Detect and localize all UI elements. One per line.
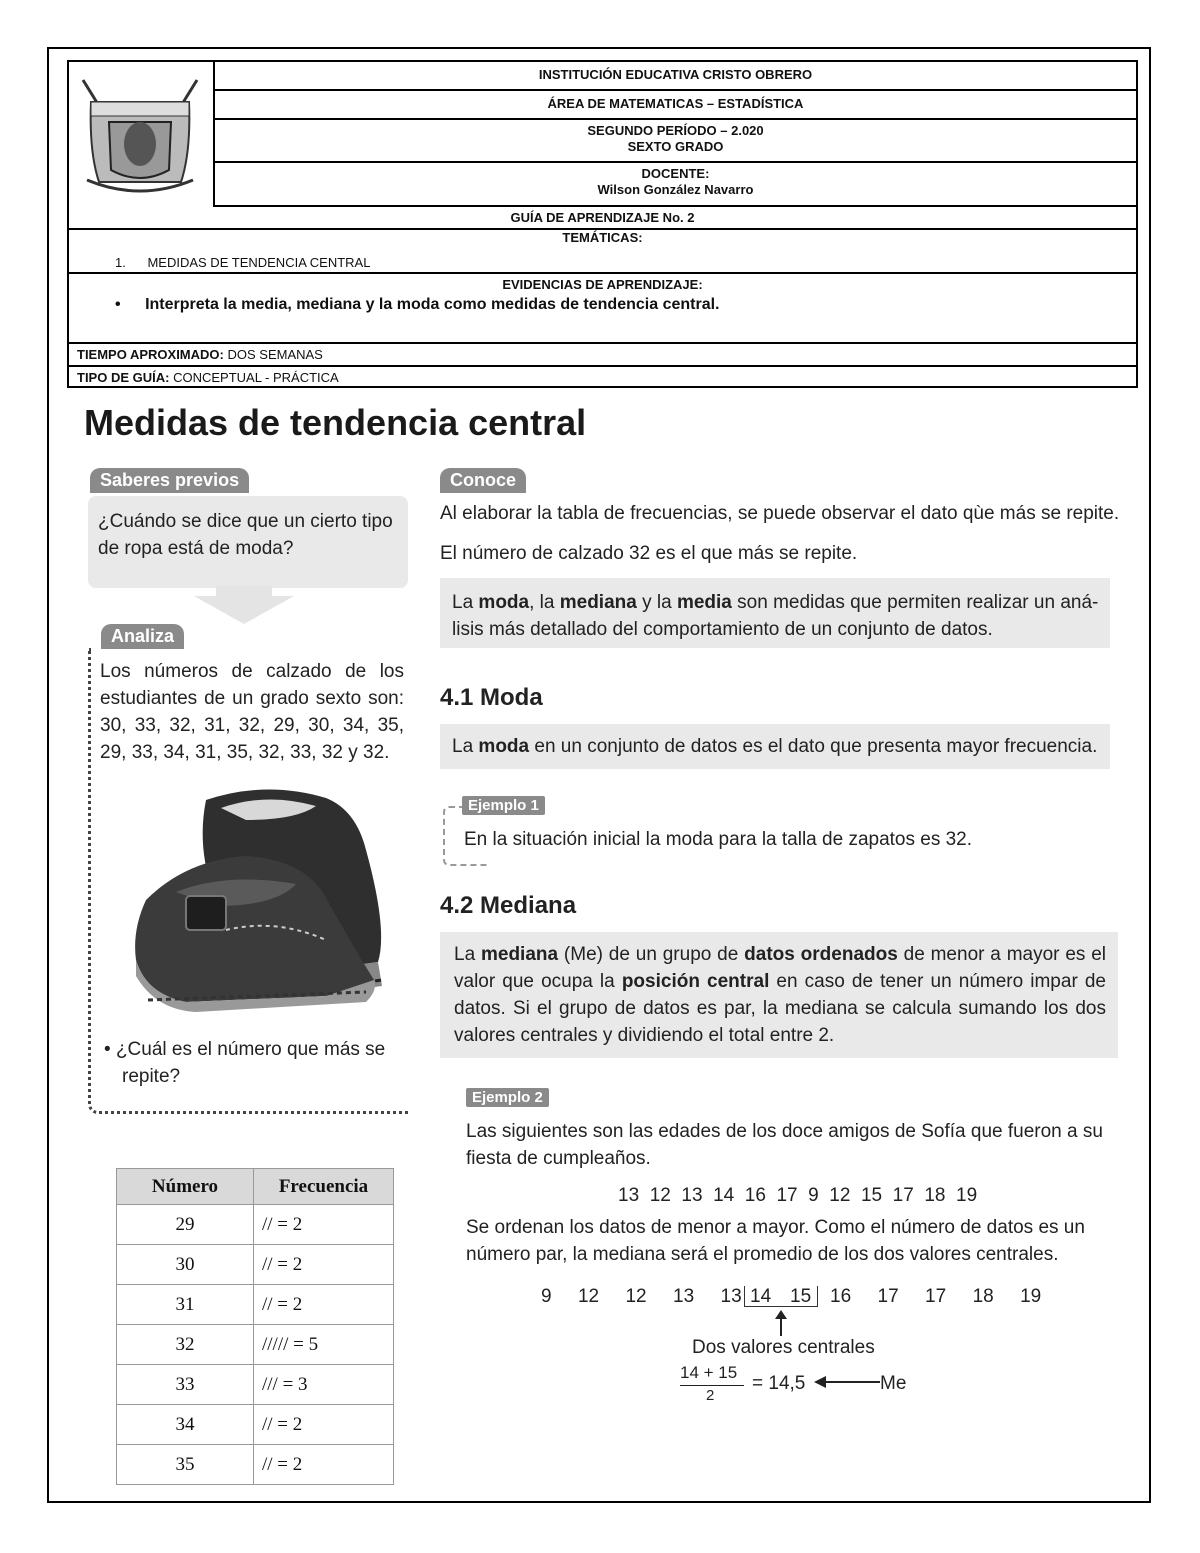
teacher-label: DOCENTE: bbox=[641, 166, 710, 181]
up-arrow-icon bbox=[774, 1310, 788, 1336]
table-row bbox=[117, 1325, 394, 1365]
sorted-central-1: 14 bbox=[750, 1286, 772, 1307]
term-moda: moda bbox=[478, 592, 530, 613]
conoce-text-4: son medidas que permiten realizar un aná- lisis más detallado del comportamiento de un conjunto de datos. bbox=[452, 592, 1099, 640]
area-name: ÁREA DE MATEMATICAS – ESTADÍSTICA bbox=[215, 91, 1136, 120]
conoce-text-1: La bbox=[452, 592, 479, 613]
guide-number: GUÍA DE APRENDIZAJE No. 2 bbox=[69, 207, 1136, 230]
teacher-cell bbox=[215, 163, 1136, 207]
ejemplo2-tag: Ejemplo 2 bbox=[466, 1088, 549, 1107]
table-header-frecuencia: Frecuencia bbox=[254, 1169, 394, 1205]
frequency-table bbox=[116, 1168, 394, 1485]
table-row bbox=[117, 1205, 394, 1245]
moda-title: 4.1 Moda bbox=[440, 684, 543, 711]
period-grade-cell bbox=[215, 120, 1136, 163]
type-row bbox=[69, 367, 1136, 388]
table-row bbox=[117, 1445, 394, 1485]
mediana-def-3: de menor a mayor es el valor que ocupa la bbox=[454, 944, 1107, 992]
mediana-def-2: (Me) de un grupo de bbox=[558, 944, 745, 965]
table-cell-numero: 35 bbox=[117, 1445, 254, 1485]
mediana-def-4: en caso de tener un número impar de datos. Si el grupo de datos es par, la mediana se calcula sumando los dos valores centrales y dividiendo el total entre 2. bbox=[454, 971, 1107, 1046]
table-cell-frecuencia: // = 2 bbox=[254, 1405, 394, 1445]
term-datos-ordenados: datos ordenados bbox=[744, 944, 898, 965]
table-row bbox=[117, 1285, 394, 1325]
left-arrow-icon bbox=[814, 1375, 880, 1389]
table-row bbox=[117, 1405, 394, 1445]
fraction-denominator: 2 bbox=[706, 1387, 715, 1404]
time-value: DOS SEMANAS bbox=[227, 347, 323, 362]
table-cell-numero: 30 bbox=[117, 1245, 254, 1285]
sorted-central-2: 15 bbox=[790, 1286, 812, 1307]
ejemplo1-text: En la situación inicial la moda para la talla de zapatos es 32. bbox=[464, 829, 973, 850]
conoce-text-3: y la bbox=[636, 592, 677, 613]
analiza-tag: Analiza bbox=[101, 624, 184, 649]
table-header-row bbox=[117, 1169, 394, 1205]
header-table bbox=[67, 60, 1138, 388]
institution-name: INSTITUCIÓN EDUCATIVA CRISTO OBRERO bbox=[215, 62, 1136, 91]
shoes-image bbox=[126, 780, 394, 1022]
topic-item bbox=[69, 255, 1136, 271]
topic-text: MEDIDAS DE TENDENCIA CENTRAL bbox=[147, 255, 371, 270]
moda-def-2: en un conjunto de datos es el dato que presenta mayor frecuencia. bbox=[529, 736, 1098, 757]
ejemplo2-data: 13 12 13 14 16 17 9 12 15 17 18 19 bbox=[618, 1185, 978, 1206]
term-moda-def: moda bbox=[478, 736, 530, 757]
median-symbol: Me bbox=[880, 1373, 907, 1394]
table-header-numero: Número bbox=[117, 1169, 254, 1205]
term-posicion-central: posición central bbox=[621, 971, 770, 992]
table-cell-numero: 34 bbox=[117, 1405, 254, 1445]
central-label: Dos valores centrales bbox=[692, 1337, 875, 1358]
period: SEGUNDO PERÍODO – 2.020 bbox=[587, 123, 764, 138]
conoce-tag: Conoce bbox=[440, 468, 526, 493]
term-media: media bbox=[676, 592, 732, 613]
fraction-bar bbox=[680, 1385, 744, 1386]
type-value: CONCEPTUAL - PRÁCTICA bbox=[173, 370, 339, 385]
analiza-question-text: ¿Cuál es el número que más se repite? bbox=[115, 1039, 386, 1087]
table-cell-frecuencia: // = 2 bbox=[254, 1205, 394, 1245]
mediana-title: 4.2 Mediana bbox=[440, 892, 577, 919]
ejemplo2-p1: Las siguientes son las edades de los doce amigos de Sofía que fueron a su fiesta de cumpleaños. bbox=[466, 1121, 1103, 1169]
fraction-numerator: 14 + 15 bbox=[680, 1363, 738, 1382]
term-mediana-def: mediana bbox=[480, 944, 559, 965]
time-label: TIEMPO APROXIMADO: bbox=[77, 347, 224, 362]
ejemplo1-tag: Ejemplo 1 bbox=[462, 796, 545, 815]
bullet-icon: • bbox=[104, 1039, 116, 1060]
table-cell-numero: 31 bbox=[117, 1285, 254, 1325]
bullet-icon: • bbox=[115, 296, 121, 313]
analiza-text: Los números de calzado de los estudiantes de un grado sexto son: 30, 33, 32, 31, 32, 29, 30, 34, 35, 29, 33, 34, 31, 35, 32, 33, 32 y 32. bbox=[100, 661, 404, 763]
table-cell-frecuencia: ///// = 5 bbox=[254, 1325, 394, 1365]
mediana-def-1: La bbox=[454, 944, 481, 965]
table-row bbox=[117, 1365, 394, 1405]
evidence-item bbox=[69, 297, 1136, 313]
ejemplo2-p2: Se ordenan los datos de menor a mayor. Como el número de datos es un número par, la mediana será el promedio de los dos valores centrales. bbox=[466, 1217, 1085, 1265]
school-crest-icon bbox=[69, 62, 211, 203]
table-cell-numero: 32 bbox=[117, 1325, 254, 1365]
school-logo bbox=[69, 62, 215, 207]
saberes-tag: Saberes previos bbox=[90, 468, 249, 493]
time-row bbox=[69, 344, 1136, 367]
conoce-p2: El número de calzado 32 es el que más se repite. bbox=[440, 543, 858, 564]
type-label: TIPO DE GUÍA: bbox=[77, 370, 170, 385]
moda-definition bbox=[452, 733, 1102, 760]
moda-def-1: La bbox=[452, 736, 479, 757]
saberes-question: ¿Cuándo se dice que un cierto tipo de ropa está de moda? bbox=[98, 511, 393, 559]
table-cell-frecuencia: // = 2 bbox=[254, 1445, 394, 1485]
table-cell-numero: 29 bbox=[117, 1205, 254, 1245]
median-result: = 14,5 bbox=[752, 1373, 806, 1394]
table-cell-frecuencia: // = 2 bbox=[254, 1245, 394, 1285]
conoce-p1: Al elaborar la tabla de frecuencias, se puede observar el dato qùe más se repite. bbox=[440, 503, 1120, 524]
table-cell-numero: 33 bbox=[117, 1365, 254, 1405]
conoce-text-2: , la bbox=[529, 592, 560, 613]
table-cell-frecuencia: // = 2 bbox=[254, 1285, 394, 1325]
page-title: Medidas de tendencia central bbox=[84, 402, 587, 443]
conoce-box-text bbox=[452, 589, 1102, 643]
analiza-question bbox=[104, 1036, 422, 1090]
table-row bbox=[117, 1245, 394, 1285]
evidence-cell bbox=[69, 274, 1136, 344]
evidence-label: EVIDENCIAS DE APRENDIZAJE: bbox=[502, 277, 703, 292]
mediana-definition bbox=[454, 941, 1106, 1049]
term-mediana: mediana bbox=[559, 592, 637, 613]
grade: SEXTO GRADO bbox=[627, 139, 724, 154]
topics-cell bbox=[69, 230, 1136, 274]
evidence-text: Interpreta la media, mediana y la moda como medidas de tendencia central. bbox=[145, 296, 720, 313]
topic-number: 1. bbox=[115, 255, 126, 270]
teacher-name: Wilson González Navarro bbox=[597, 182, 754, 197]
sorted-right: 16 17 17 18 19 bbox=[830, 1286, 1042, 1307]
sorted-left: 9 12 12 13 13 bbox=[541, 1286, 742, 1307]
table-cell-frecuencia: /// = 3 bbox=[254, 1365, 394, 1405]
topics-label: TEMÁTICAS: bbox=[562, 230, 643, 245]
down-arrow-icon bbox=[194, 586, 294, 624]
